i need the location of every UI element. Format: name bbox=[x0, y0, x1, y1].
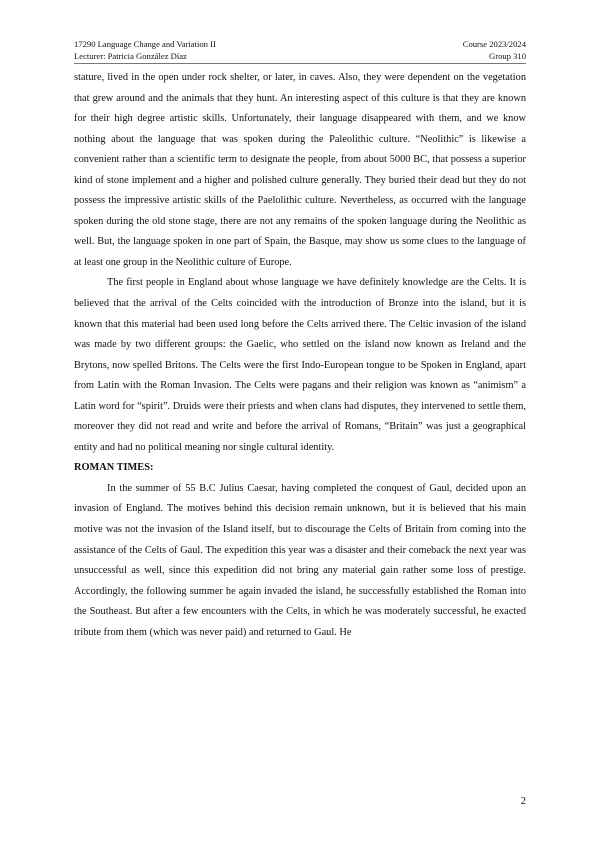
paragraph-roman-times: In the summer of 55 B.C Julius Caesar, having completed the conquest of Gaul, decided upon an invasion of England. The motives behind this decision remain unknown, but it is believed that his main motive was not the invasion of the Island itself, but to discourage the Celts of Britain from coming into the assistance of the Celts of Gaul. The expedition this year was a disaster and their comeback the next year was unsuccessful as well, since this expedition did not bring any material gain rather some loss of prestige. Accordingly, the following summer he again invaded the island, he successfully established the Roman into the Southeast. But after a few encounters with the Celts, in which he was moderately successful, he exacted tribute from them (which was never paid) and returned to Gaul. He bbox=[74, 482, 526, 638]
paragraph-celts: The first people in England about whose language we have definitely knowledge are the Celts. It is believed that the arrival of the Celts coincided with the introduction of Bronze into the island, but it is known that this material had been used long before the Celts arrived there. The Celtic invasion of the island was made by two different groups: the Gaelic, who settled on the island now known as Ireland and the Brytons, now spelled Britons. The Celts were the first Indo-European tongue to be Spoken in England, apart from Latin with the Roman Invasion. The Celts were pagans and their religion was known as “animism” a Latin word for “spirit”. Druids were their priests and when clans had disputes, they intervened to settle them, moreover they did not read and write and before the arrival of Romans, “Britain” was just a geographical entity and had no political meaning nor single cultural identity. bbox=[74, 277, 526, 453]
header-left bbox=[74, 38, 216, 62]
header-right bbox=[463, 38, 526, 62]
section-title-roman-times: ROMAN TIMES: bbox=[74, 462, 154, 474]
group-number: Group 310 bbox=[489, 51, 526, 61]
document-body bbox=[74, 68, 526, 643]
page-number: 2 bbox=[520, 796, 526, 807]
lecturer-name: Lecturer: Patricia González Díaz bbox=[74, 51, 187, 61]
course-year: Course 2023/2024 bbox=[462, 39, 526, 49]
course-title: 17290 Language Change and Variation II bbox=[74, 39, 216, 49]
header-divider bbox=[74, 63, 526, 64]
paragraph-prehistory: stature, lived in the open under rock shelter, or later, in caves. Also, they were dependent on the vegetation that grew around and the animals that they hunt. An interesting aspect of this culture is that they are known for their high degree artistic skills. Unfortunately, their language disappeared with them, and we know nothing about the language that was spoken during the Paleolithic culture. “Neolithic” is likewise a convenient rather than a scientific term to designate the people, from about 5000 BC, that possess a superior kind of stone implement and a higher and polished culture generally. They buried their dead but they do not possess the impressive artistic skills of the Paelolithic culture. Nevertheless, as occurred with the language spoken during the old stone stage, there are not any remains of the spoken language during the Neolithic as well. But, the language spoken in one part of Spain, the Basque, may show us some clues to the language of at least one group in the Neolithic culture of Europe. bbox=[74, 72, 526, 268]
